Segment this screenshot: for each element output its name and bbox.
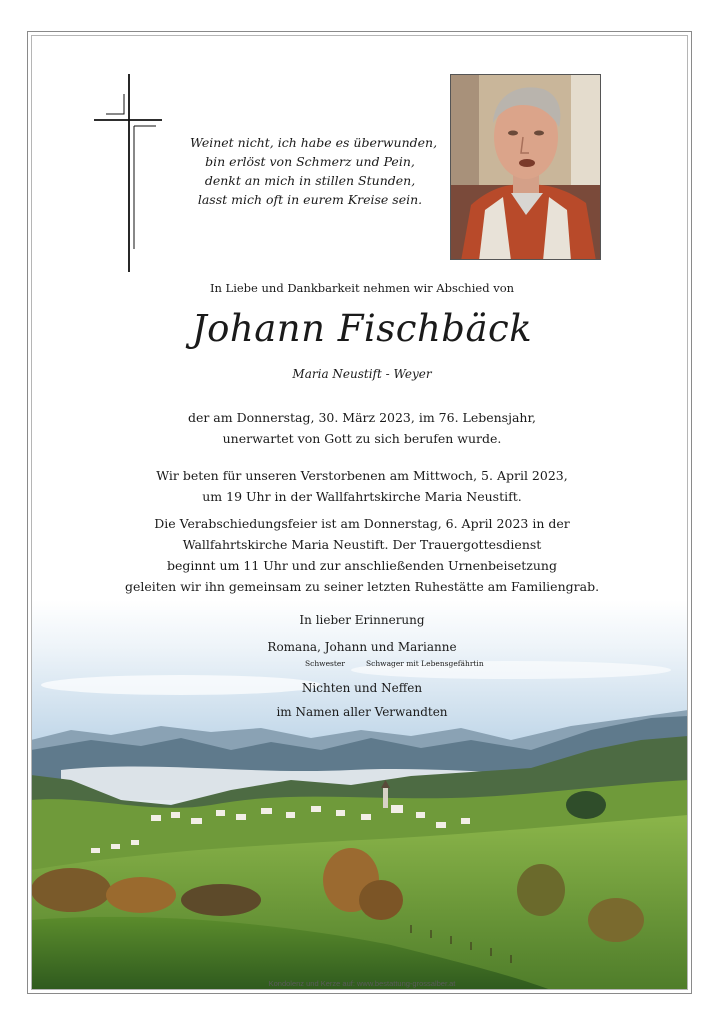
- prayer-line: Wir beten für unseren Verstorbenen am Mittwoch, 5. April 2023,: [156, 468, 568, 483]
- ceremony-line: Wallfahrtskirche Maria Neustift. Der Trauergottesdienst: [182, 537, 542, 552]
- death-notice-line: der am Donnerstag, 30. März 2023, im 76. Lebensjahr,: [187, 410, 537, 425]
- memory-heading: In lieber Erinnerung: [299, 613, 425, 627]
- death-notice-line: unerwartet von Gott zu sich berufen wurde.: [222, 431, 502, 446]
- prayer-line: um 19 Uhr in der Wallfahrtskirche Maria Neustift.: [202, 489, 522, 504]
- ceremony-line: beginnt um 11 Uhr und zur anschließenden Urnenbeisetzung: [167, 558, 557, 573]
- poem-line: denkt an mich in stillen Stunden,: [204, 173, 416, 188]
- nieces-nephews: Nichten und Neffen: [301, 681, 423, 695]
- ceremony-notice: [0, 513, 724, 597]
- portrait-photo: [450, 74, 601, 260]
- ceremony-line: geleiten wir ihn gemeinsam zu seiner letzten Ruhestätte am Familiengrab.: [124, 579, 600, 594]
- relation-brother-in-law: Schwager mit Lebensgefährtin: [366, 659, 484, 668]
- ceremony-line: Die Verabschiedungsfeier ist am Donnerstag, 6. April 2023 in der: [154, 516, 570, 531]
- poem-line: bin erlöst von Schmerz und Pein,: [205, 154, 415, 169]
- cross-icon: [94, 74, 164, 274]
- relatives-line: im Namen aller Verwandten: [276, 705, 448, 719]
- footer-link[interactable]: Kondolenz und Kerze auf: www.bestattung-grossalber.at: [268, 979, 456, 988]
- intro-text: In Liebe und Dankbarkeit nehmen wir Abschied von: [209, 281, 515, 295]
- family-names: Romana, Johann und Marianne: [267, 640, 457, 654]
- poem: [190, 133, 438, 209]
- poem-line: lasst mich oft in eurem Kreise sein.: [197, 192, 423, 207]
- death-notice: [0, 407, 724, 449]
- deceased-name: Johann Fischbäck: [191, 307, 533, 350]
- deceased-origin: Maria Neustift - Weyer: [292, 367, 432, 381]
- relation-sister: Schwester: [305, 659, 345, 668]
- prayer-notice: [0, 465, 724, 507]
- poem-line: Weinet nicht, ich habe es überwunden,: [190, 135, 438, 150]
